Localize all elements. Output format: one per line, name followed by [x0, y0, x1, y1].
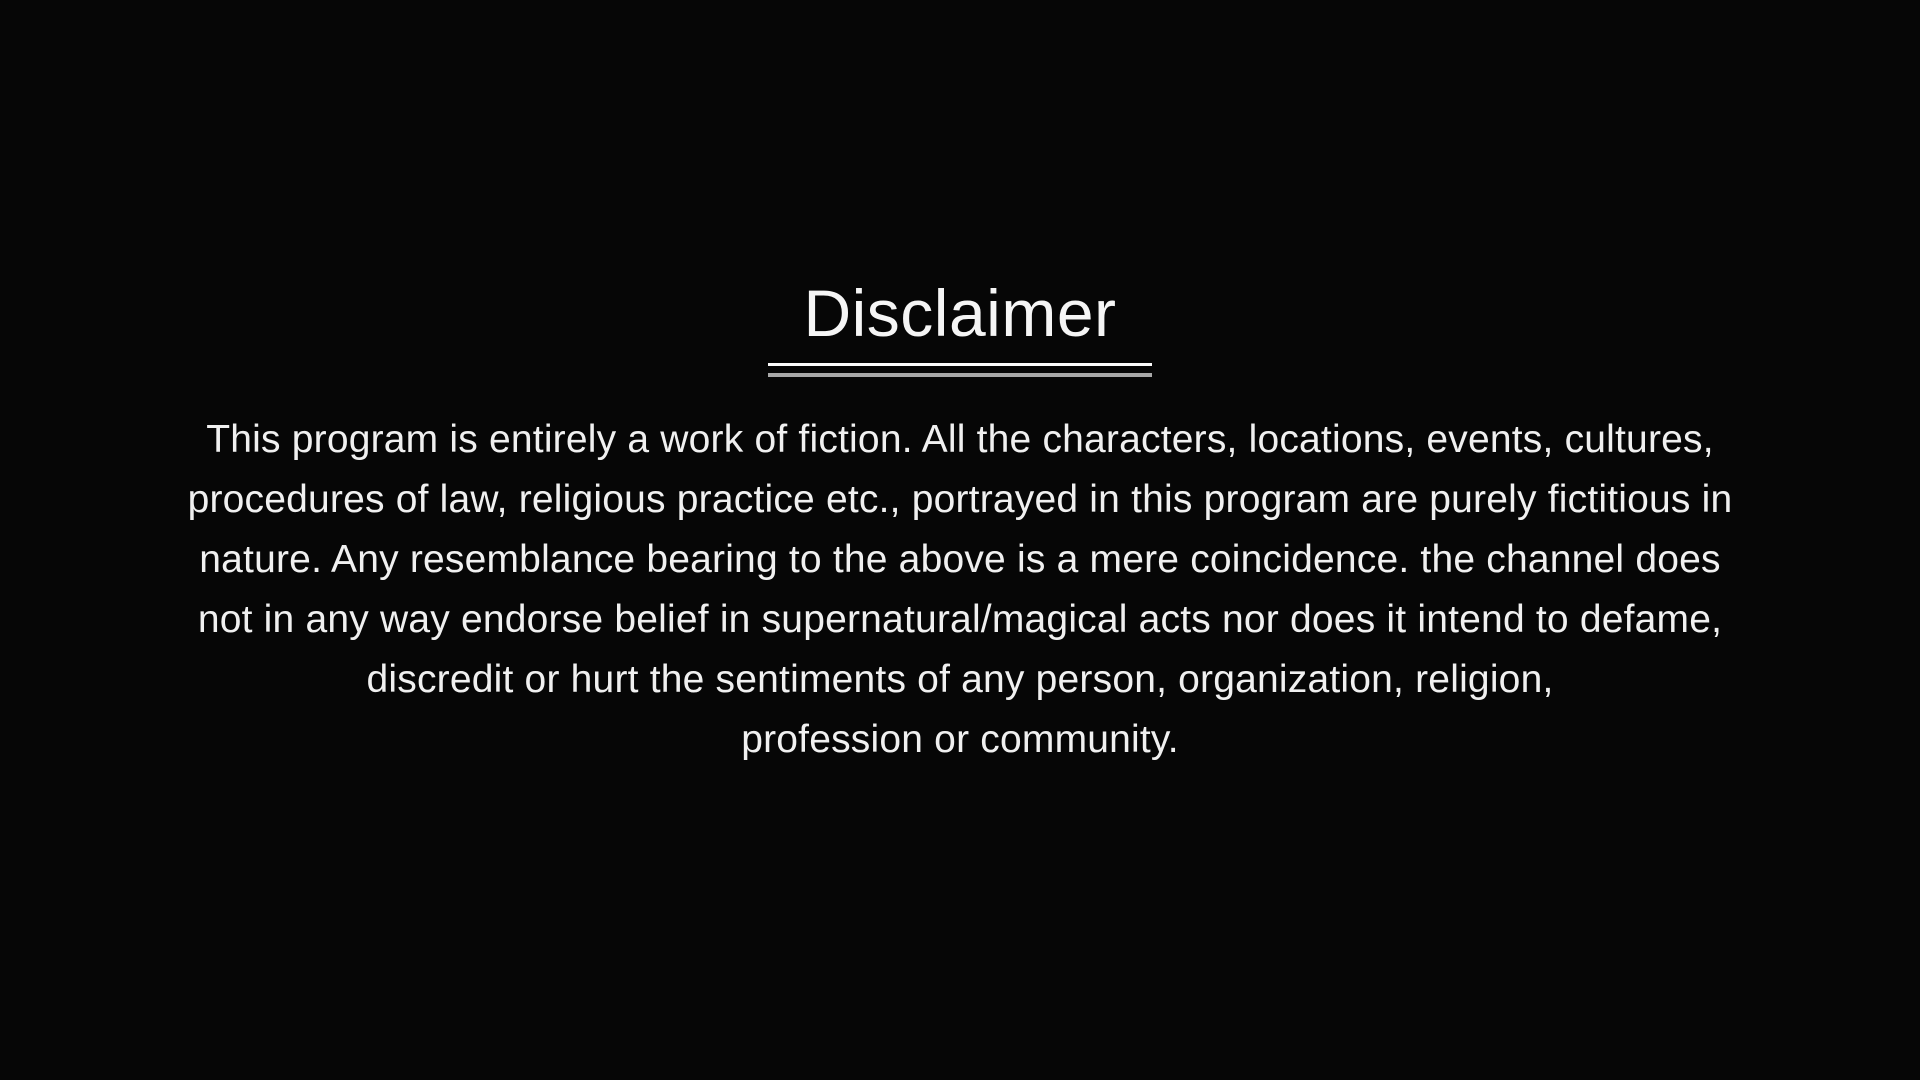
title-underline — [768, 363, 1152, 377]
disclaimer-line: nature. Any resemblance bearing to the above is a mere coincidence. the channel does — [199, 538, 1721, 581]
disclaimer-body — [0, 410, 1920, 770]
disclaimer-line: This program is entirely a work of fiction. All the characters, locations, events, cultures, — [206, 418, 1714, 461]
disclaimer-line: discredit or hurt the sentiments of any person, organization, religion, — [366, 658, 1554, 701]
disclaimer-line: procedures of law, religious practice etc., portrayed in this program are purely fictitious in — [187, 478, 1733, 521]
underline-gap — [768, 366, 1152, 373]
disclaimer-line: not in any way endorse belief in supernatural/magical acts nor does it intend to defame, — [197, 598, 1723, 641]
disclaimer-line: profession or community. — [741, 718, 1179, 761]
underline-bottom-rule — [768, 373, 1152, 377]
disclaimer-title: Disclaimer — [803, 276, 1117, 350]
